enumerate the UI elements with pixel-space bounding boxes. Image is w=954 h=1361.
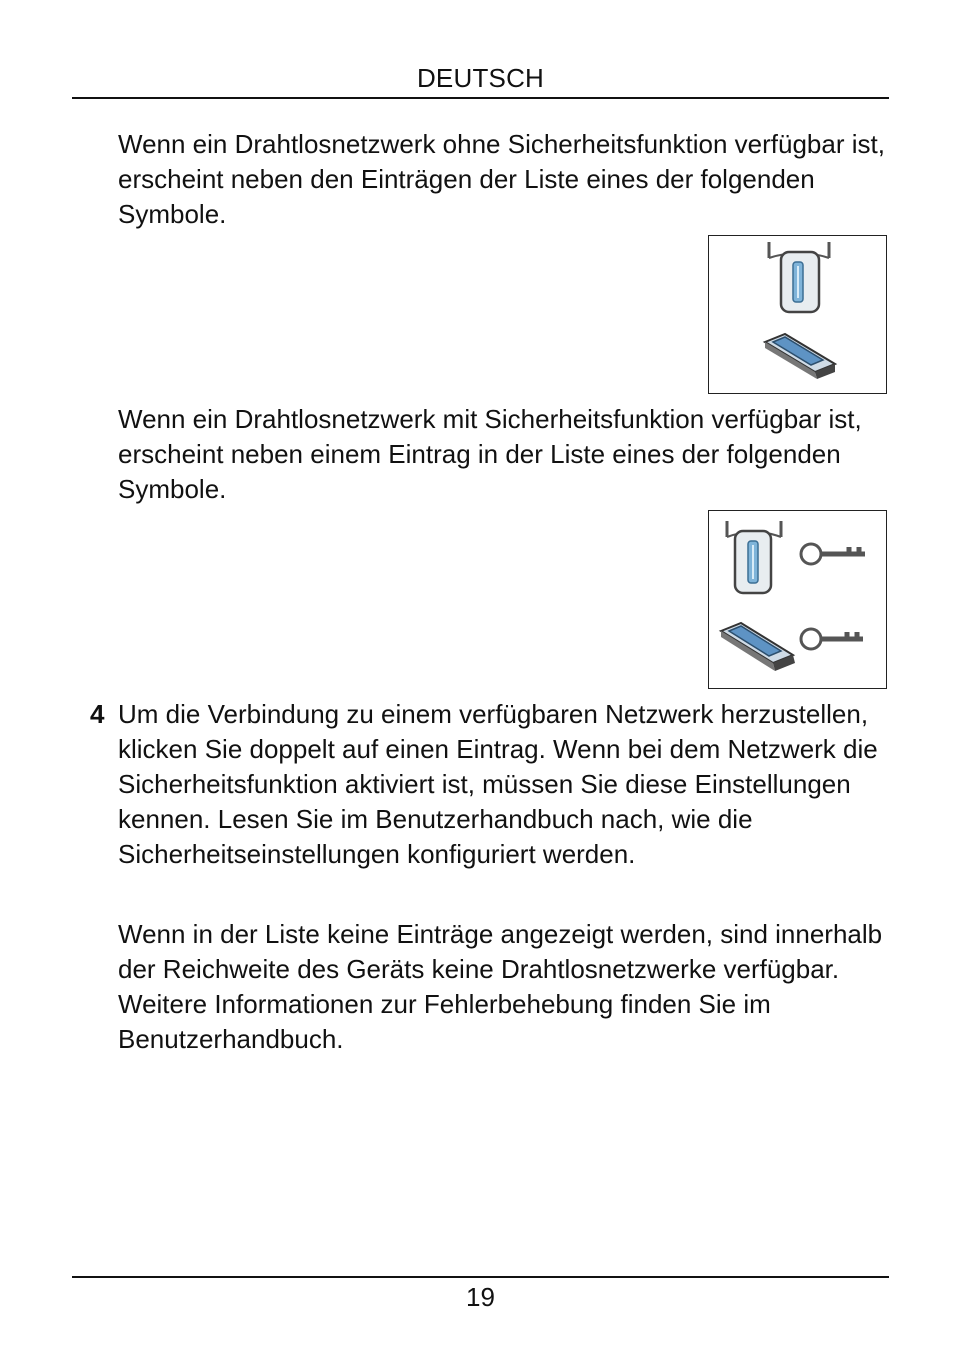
page-number: 19: [466, 1282, 495, 1312]
paragraph-no-entries: Wenn in der Liste keine Einträge angezeigt werden, sind innerhalb der Reichweite des Geräts keine Drahtlosnetzwerke verfügbar. Weitere Informationen zur Fehlerbehebung finden Sie im Benutzerhandbuch.: [118, 919, 883, 1054]
page-header-language: DEUTSCH: [416, 63, 545, 93]
access-point-icon: [769, 242, 829, 312]
wireless-card-icon: [721, 623, 795, 671]
paragraph-secured-networks: Wenn ein Drahtlosnetzwerk mit Sicherheitsfunktion verfügbar ist, erscheint neben einem Eintrag in der Liste eines der folgenden Symbole.: [118, 404, 862, 504]
step-number: 4: [90, 699, 105, 729]
header-divider: [72, 97, 889, 99]
paragraph-step-4: Um die Verbindung zu einem verfügbaren Netzwerk herzustellen, klicken Sie doppelt auf einen Eintrag. Wenn bei dem Netzwerk die Sicherheitsfunktion aktiviert ist, müssen Sie diese Einstellungen kennen. Lesen Sie im Benutzerhandbuch nach, wie die Sicherheitseinstellungen konfiguriert werden.: [118, 699, 878, 869]
access-point-icon: [727, 521, 781, 593]
paragraph-unsecured-networks: Wenn ein Drahtlosnetzwerk ohne Sicherheitsfunktion verfügbar ist, erscheint neben den Einträgen der Liste eines der folgenden Symbole.: [118, 129, 885, 229]
unsecured-network-icons: [708, 235, 887, 394]
wireless-card-icon: [765, 334, 835, 379]
secured-network-icons: [708, 510, 887, 689]
key-icon: [801, 544, 865, 564]
footer-divider: [72, 1276, 889, 1278]
key-icon: [801, 629, 863, 649]
